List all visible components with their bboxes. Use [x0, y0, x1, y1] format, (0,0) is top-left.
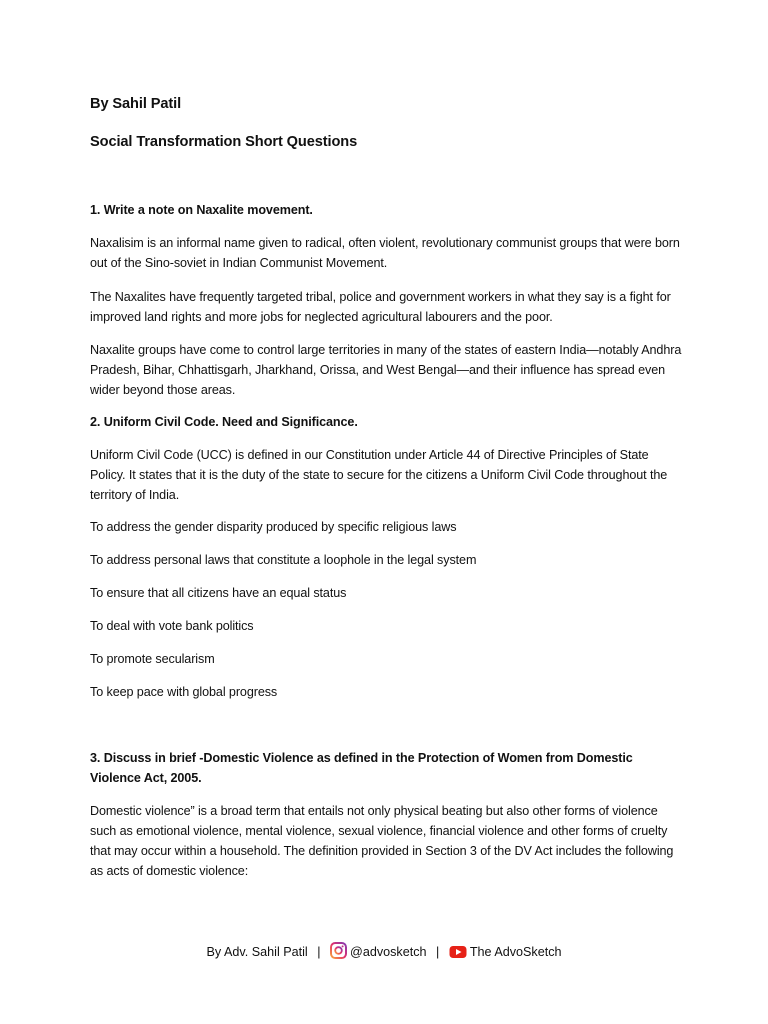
- instagram-handle: @advosketch: [350, 945, 427, 959]
- footer-separator: |: [436, 945, 440, 959]
- q2-point: To keep pace with global progress: [90, 685, 278, 699]
- q2-point: To promote secularism: [90, 652, 215, 666]
- youtube-channel: The AdvoSketch: [469, 945, 562, 959]
- q3-paragraph: Domestic violence” is a broad term that entails not only physical beating but also other forms of violence such as emotional violence, mental violence, sexual violence, financial violence and other forms of cruelty that may occur within a household. The definition provided in Section 3 of the DV Act includes the following as acts of domestic violence:: [90, 804, 674, 878]
- q1-paragraph: Naxalisim is an informal name given to radical, often violent, revolutionary communist groups that were born out of the Sino-soviet in Indian Communist Movement.: [90, 236, 680, 270]
- question-2-title: 2. Uniform Civil Code. Need and Significance.: [90, 415, 358, 429]
- page-footer: [0, 942, 768, 965]
- q2-point: To deal with vote bank politics: [90, 619, 254, 633]
- youtube-icon: [449, 945, 467, 965]
- question-3-title: 3. Discuss in brief -Domestic Violence as defined in the Protection of Women from Domestic Violence Act, 2005.: [90, 751, 633, 785]
- footer-separator: |: [317, 945, 321, 959]
- q2-point: To ensure that all citizens have an equal status: [90, 586, 347, 600]
- question-1-title: 1. Write a note on Naxalite movement.: [90, 203, 313, 217]
- author-line: By Sahil Patil: [90, 96, 182, 112]
- q2-intro: Uniform Civil Code (UCC) is defined in our Constitution under Article 44 of Directive Principles of State Policy. It states that it is the duty of the state to secure for the citizens a Uniform Civil Code throughout the territory of India.: [90, 448, 668, 502]
- document-title: Social Transformation Short Questions: [90, 134, 358, 150]
- q2-point: To address personal laws that constitute a loophole in the legal system: [90, 553, 477, 567]
- footer-author: By Adv. Sahil Patil: [206, 945, 308, 959]
- q2-point: To address the gender disparity produced by specific religious laws: [90, 520, 457, 534]
- q1-paragraph: The Naxalites have frequently targeted tribal, police and government workers in what they say is a fight for improved land rights and more jobs for neglected agricultural labourers and the poor.: [90, 290, 671, 324]
- instagram-icon: [330, 942, 347, 965]
- q1-paragraph: Naxalite groups have come to control large territories in many of the states of eastern India—notably Andhra Pradesh, Bihar, Chhattisgarh, Jharkhand, Orissa, and West Bengal—and their influence has spread even wider beyond those areas.: [90, 343, 682, 397]
